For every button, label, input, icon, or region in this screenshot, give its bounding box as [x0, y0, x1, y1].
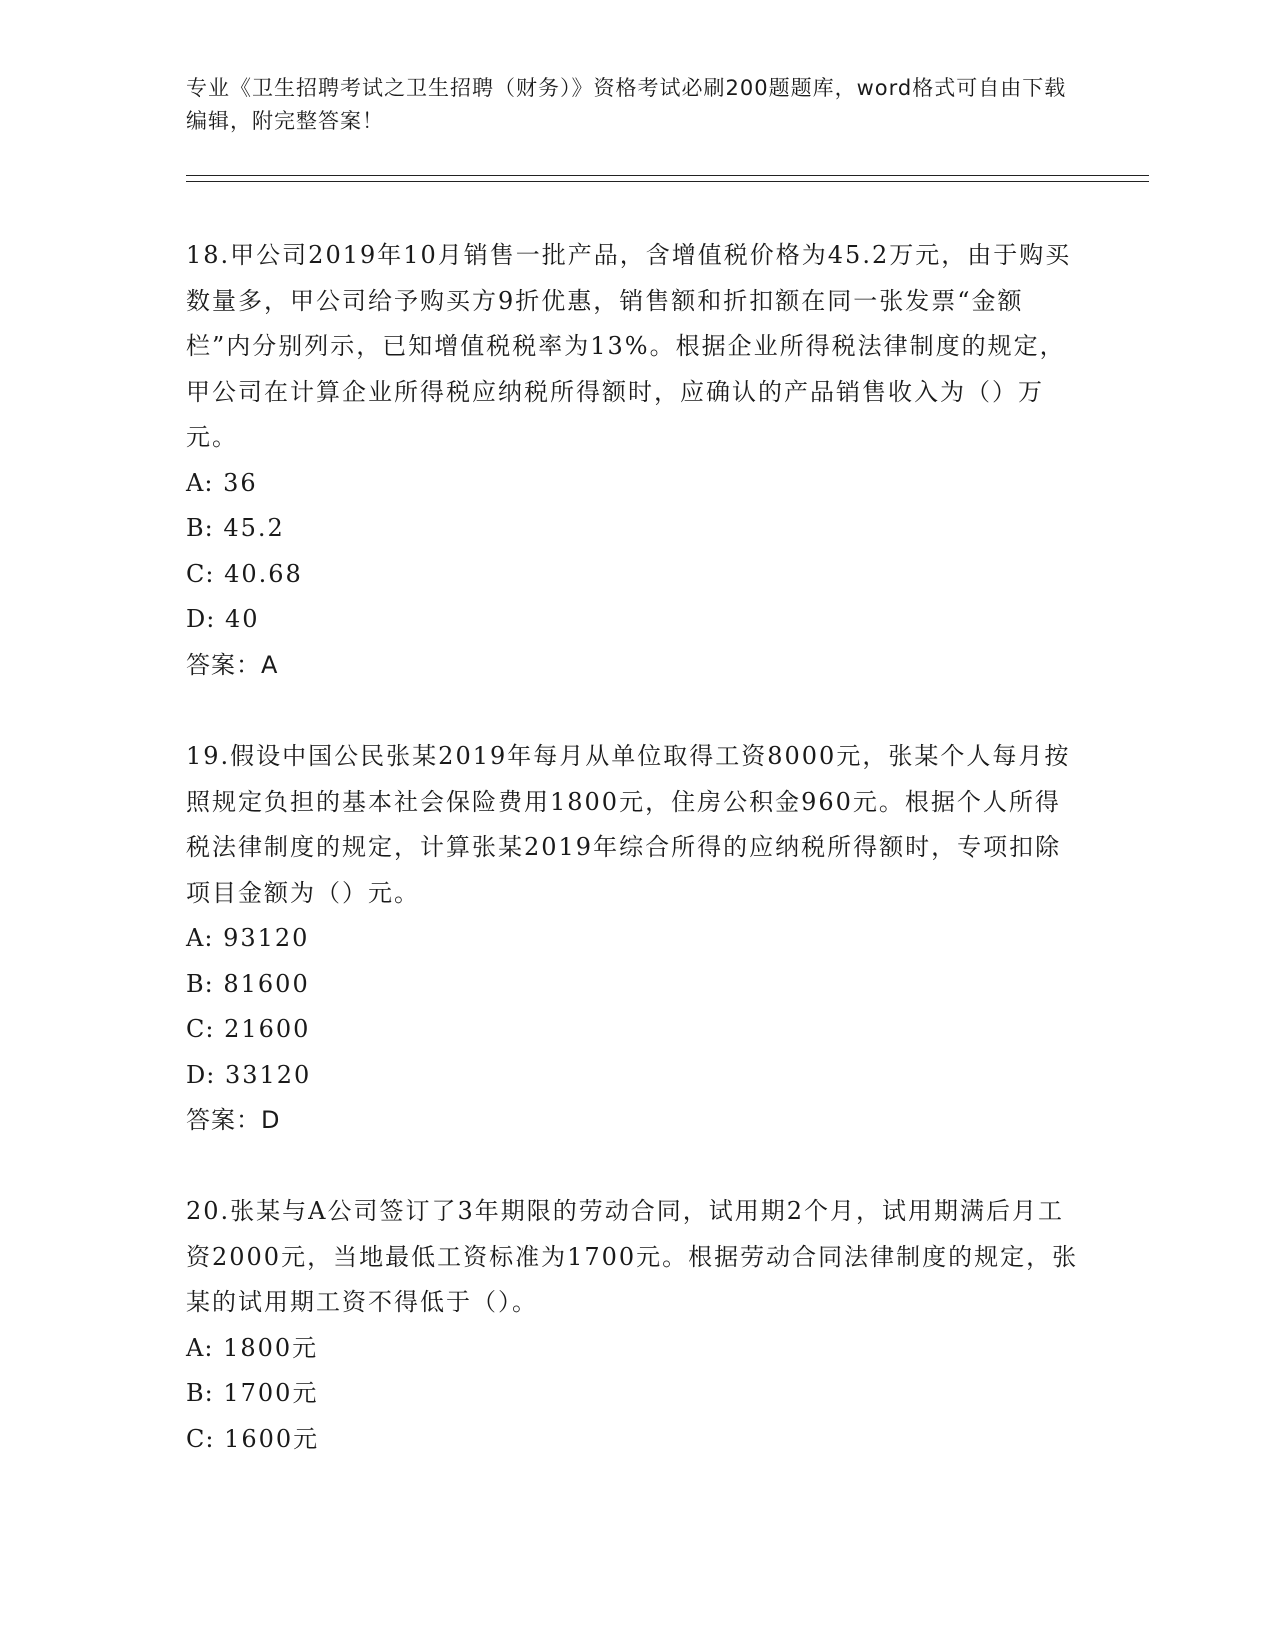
option-letter: A:: [186, 924, 214, 952]
option-b: [186, 1371, 1086, 1417]
question-text: 甲公司2019年10月销售一批产品，含增值税价格为45.2万元，由于购买数量多，甲公司给予购买方9折优惠，销售额和折扣额在同一张发票“金额栏”内分别列示，已知增值税税率为13%。根据企业所得税法律制度的规定，甲公司在计算企业所得税应纳税所得额时，应确认的产品销售收入为（）万元。: [186, 241, 1072, 451]
option-value: 40: [224, 605, 260, 633]
question-number: 20.: [186, 1197, 231, 1225]
header-rule-bottom: [186, 181, 1149, 182]
option-value: 36: [223, 468, 258, 497]
option-b: [186, 962, 1086, 1008]
option-c: [186, 1417, 1086, 1463]
question-number: 18.: [186, 241, 231, 269]
option-letter: C:: [186, 1424, 215, 1453]
option-a: [186, 461, 1086, 507]
option-letter: C:: [186, 1015, 215, 1043]
option-value: 40.68: [224, 559, 303, 588]
header-text: 专业《卫生招聘考试之卫生招聘（财务）》资格考试必刷200题题库，word格式可自由下载编辑，附完整答案！: [186, 76, 1067, 133]
option-d: [186, 1053, 1086, 1099]
question-stem: [186, 233, 1086, 461]
option-letter: A:: [186, 468, 214, 497]
option-d: [186, 597, 1086, 643]
answer-line: 答案：D: [186, 1106, 281, 1134]
option-letter: A:: [186, 1333, 214, 1362]
question-19: [186, 734, 1086, 1144]
option-value: 45.2: [223, 514, 285, 542]
option-a: [186, 1326, 1086, 1372]
option-value: 33120: [224, 1060, 312, 1089]
option-a: [186, 916, 1086, 962]
answer-line: 答案：A: [186, 650, 279, 679]
question-20: [186, 1189, 1086, 1462]
option-value: 21600: [224, 1015, 311, 1043]
option-letter: D:: [186, 605, 216, 633]
header-rule-top: [186, 175, 1149, 176]
option-c: [186, 552, 1086, 598]
option-b: [186, 506, 1086, 552]
question-stem: [186, 1189, 1086, 1326]
option-value: 1800元: [223, 1333, 319, 1362]
option-letter: C:: [186, 559, 215, 588]
document-header: [186, 72, 1086, 138]
question-stem: [186, 734, 1086, 916]
option-value: 1700元: [223, 1379, 319, 1407]
option-letter: B:: [186, 969, 214, 998]
option-value: 1600元: [224, 1424, 320, 1453]
question-text: 假设中国公民张某2019年每月从单位取得工资8000元，张某个人每月按照规定负担的基本社会保险费用1800元，住房公积金960元。根据个人所得税法律制度的规定，计算张某2019年综合所得的应纳税所得额时，专项扣除项目金额为（）元。: [186, 742, 1071, 907]
option-value: 81600: [223, 969, 310, 998]
option-letter: B:: [186, 1379, 214, 1407]
option-letter: D:: [186, 1060, 216, 1089]
option-value: 93120: [223, 924, 310, 952]
question-number: 19.: [186, 742, 231, 770]
option-letter: B:: [186, 514, 214, 542]
question-18: [186, 233, 1086, 688]
option-c: [186, 1007, 1086, 1053]
question-text: 张某与A公司签订了3年期限的劳动合同，试用期2个月，试用期满后月工资2000元，当地最低工资标准为1700元。根据劳动合同法律制度的规定，张某的试用期工资不得低于（）。: [186, 1197, 1079, 1316]
